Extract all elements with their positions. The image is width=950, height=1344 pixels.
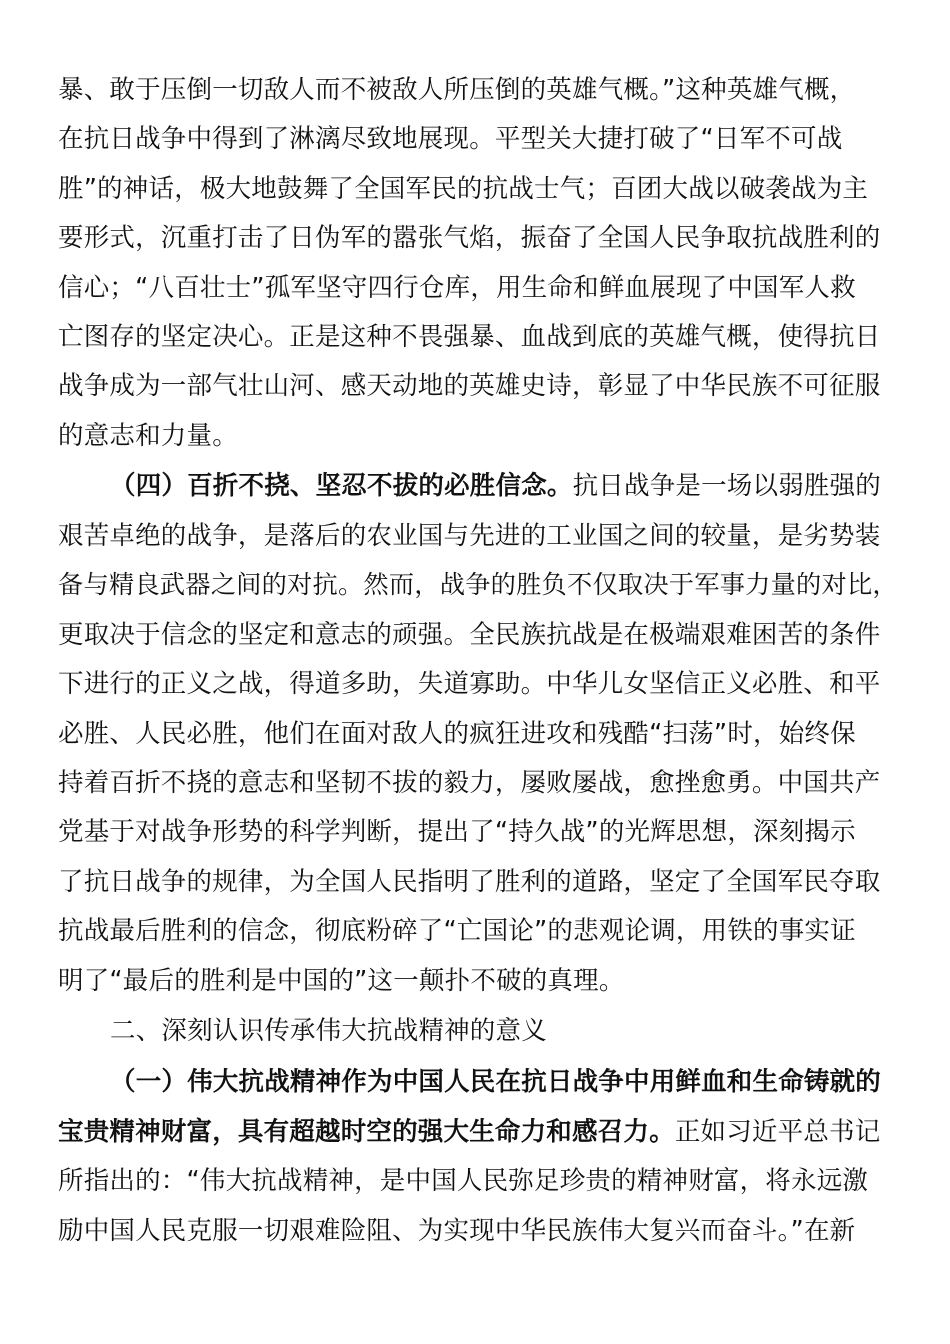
text-run: 备与精良武器之间的对抗。然而，战争的胜负不仅取决于军事力量的对比， — [58, 570, 898, 599]
text-run: 更取决于信念的坚定和意志的顽强。全民族抗战是在极端艰难困苦的条件 — [58, 620, 881, 650]
text-run: 了抗日战争的规律，为全国人民指明了胜利的道路，坚定了全国军民夺取 — [58, 867, 881, 897]
text-line — [58, 709, 898, 759]
text-line — [58, 560, 898, 610]
text-line — [58, 361, 898, 411]
text-run: 要形式，沉重打击了日伪军的嚣张气焰，振奋了全国人民争取抗战胜利的 — [58, 223, 881, 253]
text-run: 战争成为一部气壮山河、感天动地的英雄史诗，彰显了中华民族不可征服 — [58, 371, 881, 401]
text-line — [58, 1206, 898, 1256]
text-run: 抗日战争是一场以弱胜强的 — [572, 471, 882, 501]
text-line — [58, 213, 898, 263]
text-run: 信心；“八百壮士”孤军坚守四行仓库，用生命和鲜血展现了中国军人救 — [58, 273, 856, 303]
text-run: 胜”的神话，极大地鼓舞了全国军民的抗战士气；百团大战以破袭战为主 — [58, 174, 869, 204]
bold-heading-run: 宝贵精神财富，具有超越时空的强大生命力和感召力。 — [58, 1117, 675, 1147]
text-line — [58, 857, 898, 907]
section-heading — [110, 1006, 900, 1056]
text-line — [58, 312, 898, 362]
text-run: 二、深刻认识传承伟大抗战精神的意义 — [110, 1016, 547, 1046]
text-line — [58, 906, 898, 956]
paragraph-heading-line — [58, 1107, 898, 1157]
text-line — [58, 610, 898, 660]
text-line — [58, 263, 898, 313]
text-run: 下进行的正义之战，得道多助，失道寡助。中华儿女坚信正义必胜、和平 — [58, 669, 881, 699]
text-run: 党基于对战争形势的科学判断，提出了“持久战”的光辉思想，深刻揭示 — [58, 817, 856, 847]
text-line — [58, 758, 898, 808]
text-line — [58, 956, 898, 1006]
bold-heading-run: （一）伟大抗战精神作为中国人民在抗日战争中用鲜血和生命铸就的 — [110, 1067, 882, 1097]
text-run: 所指出的：“伟大抗战精神，是中国人民弥足珍贵的精神财富，将永远激 — [58, 1166, 869, 1196]
bold-heading-run: （四）百折不挠、坚忍不拔的必胜信念。 — [110, 471, 573, 501]
text-run: 明了“最后的胜利是中国的”这一颠扑不破的真理。 — [58, 966, 625, 996]
text-line — [58, 114, 898, 164]
text-run: 暴、敢于压倒一切敌人而不被敌人所压倒的英雄气概。”这种英雄气概， — [58, 75, 856, 105]
text-line — [58, 164, 898, 214]
text-line — [58, 65, 898, 115]
paragraph-heading-line — [110, 461, 900, 511]
text-run: 在抗日战争中得到了淋漓尽致地展现。平型关大捷打破了“日军不可战 — [58, 124, 843, 154]
text-line — [58, 411, 898, 461]
text-line — [58, 807, 898, 857]
paragraph-heading-line — [110, 1057, 900, 1107]
text-run: 必胜、人民必胜，他们在面对敌人的疯狂进攻和残酷“扫荡”时，始终保 — [58, 719, 856, 749]
text-run: 的意志和力量。 — [58, 421, 238, 451]
text-run: 艰苦卓绝的战争，是落后的农业国与先进的工业国之间的较量，是劣势装 — [58, 521, 881, 551]
text-run: 正如习近平总书记 — [674, 1117, 881, 1147]
text-run: 亡图存的坚定决心。正是这种不畏强暴、血战到底的英雄气概，使得抗日 — [58, 322, 881, 352]
text-line — [58, 1156, 898, 1206]
text-run: 持着百折不挠的意志和坚韧不拔的毅力，屡败屡战，愈挫愈勇。中国共产 — [58, 768, 881, 798]
text-run: 抗战最后胜利的信念，彻底粉碎了“亡国论”的悲观论调，用铁的事实证 — [58, 916, 856, 946]
text-line — [58, 511, 898, 561]
text-line — [58, 659, 898, 709]
text-run: 励中国人民克服一切艰难险阻、为实现中华民族伟大复兴而奋斗。”在新 — [58, 1216, 856, 1246]
